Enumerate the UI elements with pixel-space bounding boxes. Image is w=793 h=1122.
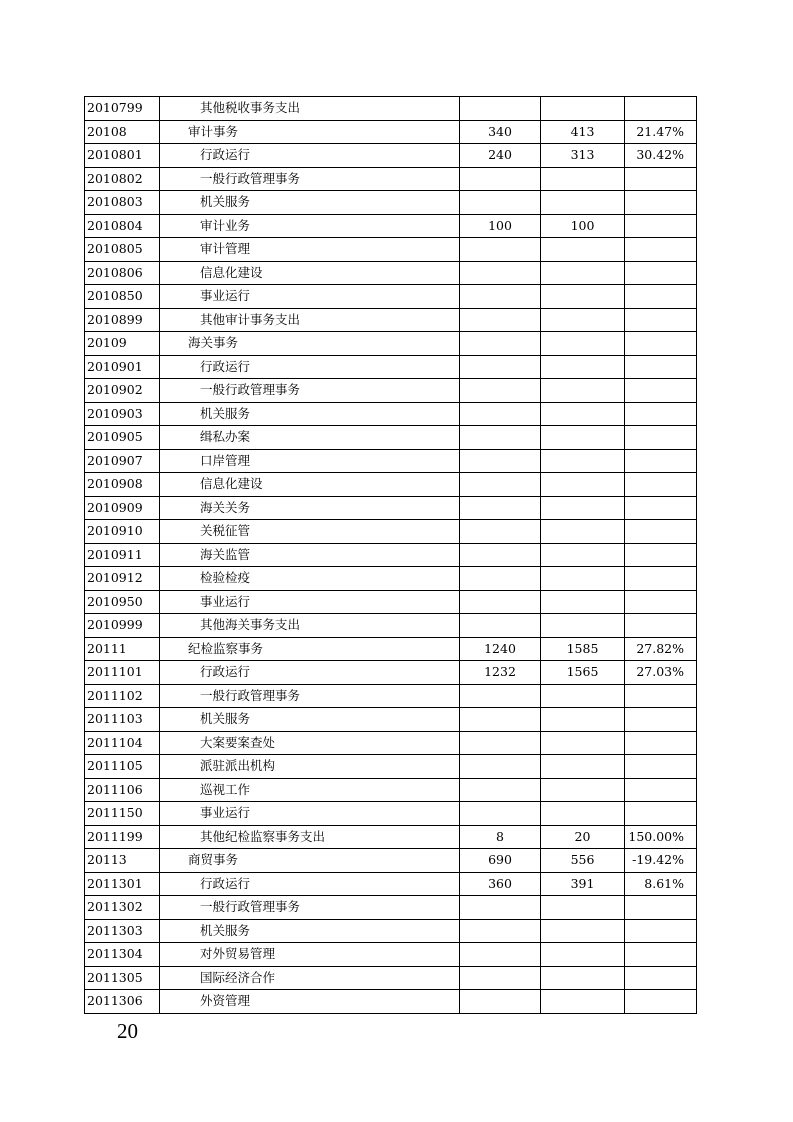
cell-code: 2010908 bbox=[85, 473, 160, 497]
cell-value-prev bbox=[460, 379, 541, 403]
cell-item-name: 海关事务 bbox=[160, 332, 460, 356]
cell-change-pct bbox=[625, 97, 697, 121]
cell-code: 2010805 bbox=[85, 238, 160, 262]
cell-item-name: 事业运行 bbox=[160, 285, 460, 309]
table-row bbox=[85, 943, 697, 967]
cell-item-name: 行政运行 bbox=[160, 355, 460, 379]
cell-value-current bbox=[541, 708, 625, 732]
cell-value-current bbox=[541, 308, 625, 332]
table-row bbox=[85, 778, 697, 802]
cell-code: 2011302 bbox=[85, 896, 160, 920]
cell-change-pct bbox=[625, 496, 697, 520]
table-row bbox=[85, 144, 697, 168]
cell-value-prev bbox=[460, 191, 541, 215]
cell-value-current bbox=[541, 990, 625, 1014]
cell-item-name: 行政运行 bbox=[160, 661, 460, 685]
cell-value-prev: 100 bbox=[460, 214, 541, 238]
cell-code: 2011305 bbox=[85, 966, 160, 990]
table-row bbox=[85, 379, 697, 403]
cell-value-prev bbox=[460, 567, 541, 591]
cell-value-prev bbox=[460, 943, 541, 967]
table-row bbox=[85, 285, 697, 309]
table-row bbox=[85, 684, 697, 708]
cell-code: 2011106 bbox=[85, 778, 160, 802]
cell-change-pct bbox=[625, 543, 697, 567]
cell-value-prev bbox=[460, 614, 541, 638]
cell-code: 2010902 bbox=[85, 379, 160, 403]
cell-item-name: 大案要案查处 bbox=[160, 731, 460, 755]
cell-value-current bbox=[541, 261, 625, 285]
cell-code: 2011304 bbox=[85, 943, 160, 967]
cell-value-prev bbox=[460, 520, 541, 544]
table-row bbox=[85, 402, 697, 426]
cell-code: 2010912 bbox=[85, 567, 160, 591]
cell-value-current bbox=[541, 355, 625, 379]
cell-change-pct: -19.42% bbox=[625, 849, 697, 873]
cell-value-current bbox=[541, 496, 625, 520]
table-row bbox=[85, 896, 697, 920]
table-row bbox=[85, 637, 697, 661]
cell-code: 2010802 bbox=[85, 167, 160, 191]
cell-value-prev bbox=[460, 167, 541, 191]
cell-value-prev bbox=[460, 590, 541, 614]
cell-change-pct bbox=[625, 520, 697, 544]
cell-item-name: 行政运行 bbox=[160, 144, 460, 168]
table-row bbox=[85, 731, 697, 755]
table-row bbox=[85, 238, 697, 262]
cell-value-current bbox=[541, 473, 625, 497]
cell-value-current bbox=[541, 755, 625, 779]
cell-value-current bbox=[541, 919, 625, 943]
cell-value-current: 1565 bbox=[541, 661, 625, 685]
cell-value-prev bbox=[460, 708, 541, 732]
cell-change-pct bbox=[625, 402, 697, 426]
table-row bbox=[85, 802, 697, 826]
cell-change-pct bbox=[625, 684, 697, 708]
cell-item-name: 纪检监察事务 bbox=[160, 637, 460, 661]
cell-value-current bbox=[541, 191, 625, 215]
cell-value-current bbox=[541, 449, 625, 473]
cell-code: 2010911 bbox=[85, 543, 160, 567]
cell-value-current: 556 bbox=[541, 849, 625, 873]
cell-code: 2010806 bbox=[85, 261, 160, 285]
cell-item-name: 事业运行 bbox=[160, 802, 460, 826]
cell-change-pct bbox=[625, 332, 697, 356]
cell-value-prev: 240 bbox=[460, 144, 541, 168]
cell-value-prev bbox=[460, 778, 541, 802]
cell-code: 2011301 bbox=[85, 872, 160, 896]
cell-code: 2011199 bbox=[85, 825, 160, 849]
cell-code: 20109 bbox=[85, 332, 160, 356]
cell-item-name: 行政运行 bbox=[160, 872, 460, 896]
cell-value-prev bbox=[460, 261, 541, 285]
cell-value-prev bbox=[460, 402, 541, 426]
table-row bbox=[85, 214, 697, 238]
cell-code: 20111 bbox=[85, 637, 160, 661]
cell-change-pct bbox=[625, 167, 697, 191]
cell-change-pct bbox=[625, 778, 697, 802]
cell-change-pct bbox=[625, 238, 697, 262]
table-row bbox=[85, 543, 697, 567]
table-row bbox=[85, 990, 697, 1014]
cell-item-name: 巡视工作 bbox=[160, 778, 460, 802]
table-row bbox=[85, 426, 697, 450]
table-row bbox=[85, 167, 697, 191]
cell-value-prev bbox=[460, 496, 541, 520]
table-row bbox=[85, 708, 697, 732]
cell-item-name: 检验检疫 bbox=[160, 567, 460, 591]
cell-item-name: 一般行政管理事务 bbox=[160, 684, 460, 708]
cell-code: 2010910 bbox=[85, 520, 160, 544]
cell-value-prev bbox=[460, 97, 541, 121]
table-row bbox=[85, 191, 697, 215]
cell-value-current: 20 bbox=[541, 825, 625, 849]
cell-value-prev bbox=[460, 449, 541, 473]
cell-item-name: 审计事务 bbox=[160, 120, 460, 144]
cell-value-current bbox=[541, 402, 625, 426]
budget-table bbox=[84, 96, 697, 1014]
cell-item-name: 其他海关事务支出 bbox=[160, 614, 460, 638]
cell-change-pct: 21.47% bbox=[625, 120, 697, 144]
cell-value-prev bbox=[460, 238, 541, 262]
cell-value-prev: 1232 bbox=[460, 661, 541, 685]
cell-value-current: 391 bbox=[541, 872, 625, 896]
cell-change-pct bbox=[625, 261, 697, 285]
cell-value-current bbox=[541, 614, 625, 638]
cell-code: 2010801 bbox=[85, 144, 160, 168]
cell-value-prev bbox=[460, 966, 541, 990]
cell-value-prev: 8 bbox=[460, 825, 541, 849]
cell-value-prev bbox=[460, 896, 541, 920]
cell-change-pct bbox=[625, 567, 697, 591]
cell-change-pct: 150.00% bbox=[625, 825, 697, 849]
cell-value-prev bbox=[460, 802, 541, 826]
cell-code: 2010850 bbox=[85, 285, 160, 309]
cell-value-current bbox=[541, 379, 625, 403]
cell-value-prev bbox=[460, 473, 541, 497]
cell-value-prev bbox=[460, 355, 541, 379]
cell-item-name: 一般行政管理事务 bbox=[160, 379, 460, 403]
cell-value-current bbox=[541, 520, 625, 544]
cell-change-pct bbox=[625, 285, 697, 309]
cell-item-name: 审计业务 bbox=[160, 214, 460, 238]
cell-code: 2010950 bbox=[85, 590, 160, 614]
cell-value-prev bbox=[460, 543, 541, 567]
table-row bbox=[85, 120, 697, 144]
table-row bbox=[85, 590, 697, 614]
cell-code: 2011306 bbox=[85, 990, 160, 1014]
table-row bbox=[85, 449, 697, 473]
cell-code: 2010909 bbox=[85, 496, 160, 520]
cell-change-pct: 30.42% bbox=[625, 144, 697, 168]
cell-change-pct bbox=[625, 802, 697, 826]
cell-value-current bbox=[541, 97, 625, 121]
cell-item-name: 海关关务 bbox=[160, 496, 460, 520]
cell-code: 2010903 bbox=[85, 402, 160, 426]
cell-code: 2011150 bbox=[85, 802, 160, 826]
table-row bbox=[85, 614, 697, 638]
cell-value-prev bbox=[460, 684, 541, 708]
cell-value-current bbox=[541, 567, 625, 591]
cell-item-name: 其他纪检监察事务支出 bbox=[160, 825, 460, 849]
cell-value-current bbox=[541, 238, 625, 262]
cell-code: 2010803 bbox=[85, 191, 160, 215]
cell-item-name: 一般行政管理事务 bbox=[160, 896, 460, 920]
cell-change-pct bbox=[625, 214, 697, 238]
cell-item-name: 派驻派出机构 bbox=[160, 755, 460, 779]
cell-value-prev bbox=[460, 919, 541, 943]
cell-value-current bbox=[541, 590, 625, 614]
cell-item-name: 机关服务 bbox=[160, 402, 460, 426]
cell-item-name: 其他审计事务支出 bbox=[160, 308, 460, 332]
cell-value-prev: 340 bbox=[460, 120, 541, 144]
cell-item-name: 事业运行 bbox=[160, 590, 460, 614]
cell-code: 2011103 bbox=[85, 708, 160, 732]
cell-change-pct bbox=[625, 919, 697, 943]
cell-value-prev: 360 bbox=[460, 872, 541, 896]
cell-item-name: 外资管理 bbox=[160, 990, 460, 1014]
cell-change-pct bbox=[625, 990, 697, 1014]
cell-change-pct bbox=[625, 590, 697, 614]
cell-value-current bbox=[541, 543, 625, 567]
cell-change-pct bbox=[625, 708, 697, 732]
table-row bbox=[85, 496, 697, 520]
table-row bbox=[85, 755, 697, 779]
cell-value-prev bbox=[460, 308, 541, 332]
cell-code: 20108 bbox=[85, 120, 160, 144]
cell-code: 2011101 bbox=[85, 661, 160, 685]
cell-item-name: 海关监管 bbox=[160, 543, 460, 567]
cell-value-current bbox=[541, 731, 625, 755]
cell-item-name: 机关服务 bbox=[160, 191, 460, 215]
cell-value-prev: 690 bbox=[460, 849, 541, 873]
cell-code: 2011104 bbox=[85, 731, 160, 755]
cell-item-name: 关税征管 bbox=[160, 520, 460, 544]
table-row bbox=[85, 825, 697, 849]
cell-value-prev bbox=[460, 990, 541, 1014]
cell-item-name: 其他税收事务支出 bbox=[160, 97, 460, 121]
cell-change-pct bbox=[625, 755, 697, 779]
cell-change-pct bbox=[625, 966, 697, 990]
cell-item-name: 信息化建设 bbox=[160, 261, 460, 285]
cell-code: 2010905 bbox=[85, 426, 160, 450]
table-row bbox=[85, 308, 697, 332]
cell-change-pct bbox=[625, 449, 697, 473]
cell-change-pct bbox=[625, 191, 697, 215]
cell-item-name: 口岸管理 bbox=[160, 449, 460, 473]
cell-value-prev bbox=[460, 285, 541, 309]
cell-value-current bbox=[541, 426, 625, 450]
table-row bbox=[85, 473, 697, 497]
cell-value-prev bbox=[460, 426, 541, 450]
table-row bbox=[85, 567, 697, 591]
cell-value-prev bbox=[460, 731, 541, 755]
cell-value-current bbox=[541, 167, 625, 191]
cell-code: 2010899 bbox=[85, 308, 160, 332]
page-number: 20 bbox=[117, 1019, 138, 1043]
cell-item-name: 商贸事务 bbox=[160, 849, 460, 873]
cell-item-name: 国际经济合作 bbox=[160, 966, 460, 990]
cell-change-pct: 27.82% bbox=[625, 637, 697, 661]
cell-change-pct bbox=[625, 731, 697, 755]
cell-value-current bbox=[541, 943, 625, 967]
table-row bbox=[85, 849, 697, 873]
table-row bbox=[85, 355, 697, 379]
cell-change-pct bbox=[625, 308, 697, 332]
cell-value-current bbox=[541, 802, 625, 826]
cell-item-name: 信息化建设 bbox=[160, 473, 460, 497]
cell-value-current bbox=[541, 966, 625, 990]
table-row bbox=[85, 332, 697, 356]
cell-change-pct bbox=[625, 896, 697, 920]
cell-code: 20113 bbox=[85, 849, 160, 873]
cell-code: 2010901 bbox=[85, 355, 160, 379]
cell-value-current: 313 bbox=[541, 144, 625, 168]
table-row bbox=[85, 97, 697, 121]
cell-item-name: 机关服务 bbox=[160, 708, 460, 732]
cell-value-current bbox=[541, 684, 625, 708]
cell-value-prev bbox=[460, 755, 541, 779]
cell-code: 2011303 bbox=[85, 919, 160, 943]
cell-value-prev: 1240 bbox=[460, 637, 541, 661]
cell-code: 2010999 bbox=[85, 614, 160, 638]
cell-change-pct bbox=[625, 426, 697, 450]
cell-value-current: 413 bbox=[541, 120, 625, 144]
cell-change-pct: 27.03% bbox=[625, 661, 697, 685]
cell-item-name: 缉私办案 bbox=[160, 426, 460, 450]
table-row bbox=[85, 661, 697, 685]
cell-item-name: 一般行政管理事务 bbox=[160, 167, 460, 191]
cell-value-current bbox=[541, 285, 625, 309]
cell-value-current: 100 bbox=[541, 214, 625, 238]
table-row bbox=[85, 966, 697, 990]
table-row bbox=[85, 872, 697, 896]
cell-value-current bbox=[541, 896, 625, 920]
cell-change-pct bbox=[625, 379, 697, 403]
cell-change-pct bbox=[625, 355, 697, 379]
cell-change-pct bbox=[625, 614, 697, 638]
cell-value-current bbox=[541, 778, 625, 802]
table-row bbox=[85, 919, 697, 943]
cell-item-name: 对外贸易管理 bbox=[160, 943, 460, 967]
cell-code: 2011105 bbox=[85, 755, 160, 779]
cell-item-name: 机关服务 bbox=[160, 919, 460, 943]
table-row bbox=[85, 261, 697, 285]
cell-value-prev bbox=[460, 332, 541, 356]
cell-value-current: 1585 bbox=[541, 637, 625, 661]
cell-value-current bbox=[541, 332, 625, 356]
table-row bbox=[85, 520, 697, 544]
cell-code: 2010804 bbox=[85, 214, 160, 238]
cell-code: 2011102 bbox=[85, 684, 160, 708]
cell-code: 2010799 bbox=[85, 97, 160, 121]
cell-change-pct: 8.61% bbox=[625, 872, 697, 896]
table-body bbox=[85, 97, 697, 1014]
cell-change-pct bbox=[625, 473, 697, 497]
cell-item-name: 审计管理 bbox=[160, 238, 460, 262]
cell-code: 2010907 bbox=[85, 449, 160, 473]
cell-change-pct bbox=[625, 943, 697, 967]
